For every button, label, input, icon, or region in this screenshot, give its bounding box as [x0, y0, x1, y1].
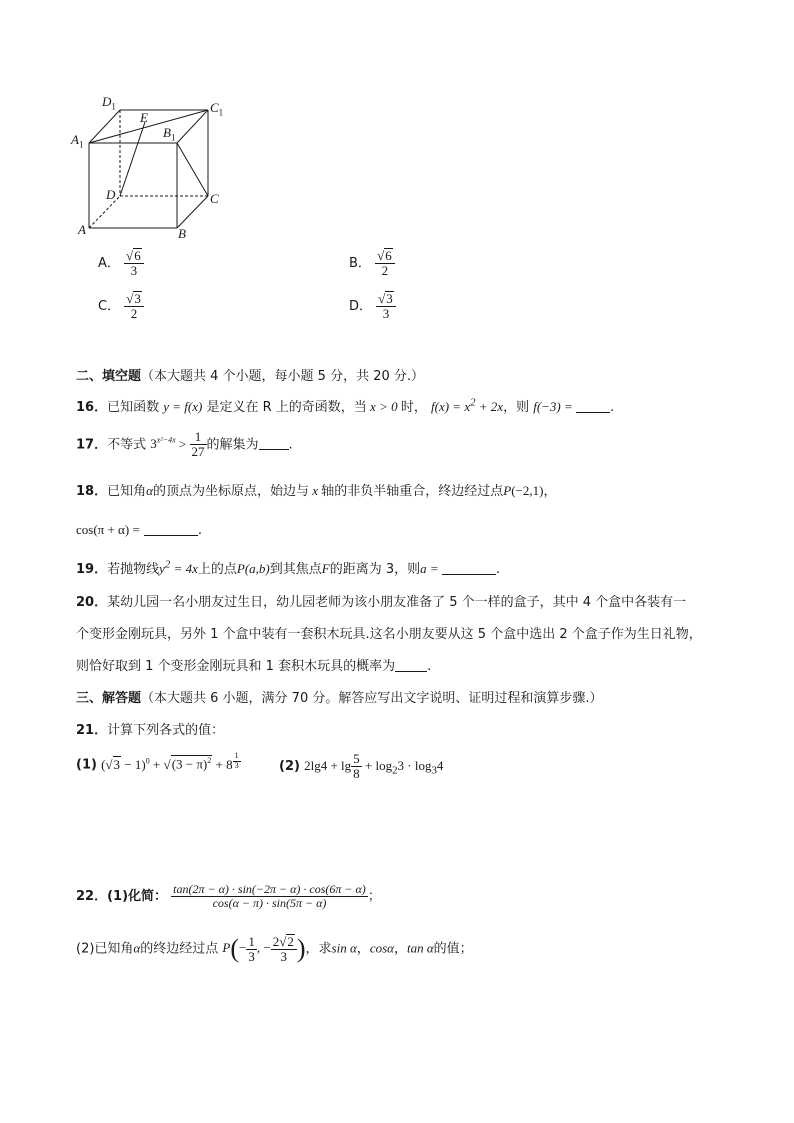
- q16-blank[interactable]: [576, 400, 610, 413]
- q22-p2-text-b: 的终边经过点: [140, 941, 219, 957]
- question-22: [76, 883, 381, 910]
- q16-ask: f(−3) =: [533, 399, 577, 414]
- choice-a-value: $\frac{√6}{3}$: [124, 248, 144, 279]
- q21-p2-expr: 2lg4 + lg $\frac{5}{8}$ + $\log_23 \cdot \log_34$: [304, 751, 444, 782]
- q17-fraction: $\frac{1}{27}$: [191, 429, 205, 460]
- label-d1: $D_1$: [102, 94, 116, 112]
- q22-tan: tan α: [406, 940, 434, 956]
- q16-fx-def: y = f(x): [163, 399, 203, 414]
- q22-p2-text-a: (2)已知角: [76, 941, 134, 957]
- q21-p1-expr: $(√3 - 1)^0 + √(3 - \pi)^2 + 8$ $^{\frac{1}{3}}$: [101, 751, 239, 772]
- q22-cos: cosα: [369, 940, 394, 956]
- cube-figure: [70, 92, 230, 247]
- q19-text-5: .: [495, 562, 501, 577]
- q18-point: P(−2,1): [503, 483, 544, 498]
- label-b: B: [178, 226, 186, 241]
- q21-part1: [76, 752, 241, 773]
- q17-blank[interactable]: [259, 437, 289, 450]
- question-18: [76, 480, 556, 499]
- question-19: [76, 558, 500, 577]
- section2-title: 二、填空题: [76, 369, 142, 384]
- q18-text-2: 的顶点为坐标原点，始边与: [152, 484, 309, 499]
- q17-text-1: 不等式: [107, 437, 147, 453]
- question-20-line2: [76, 623, 702, 642]
- label-a: A: [78, 222, 86, 237]
- q22-semicolon: ；: [367, 889, 381, 905]
- q16-text-2: 是定义在 R 上的奇函数，当: [206, 400, 367, 415]
- q20-line-1: 某幼儿园一名小朋友过生日，幼儿园老师为该小朋友准备了 5 个一样的盒子，其中 4 个盒中各装有一: [107, 595, 687, 610]
- q22-fraction: $\frac{\tan(2\pi - \alpha) \cdot \sin(-2\pi - \alpha) \cdot \cos(6\pi - \alpha)}{\cos(\alpha - \pi) \cdot \sin(5\pi - \alpha)}$: [173, 882, 366, 911]
- label-b1: $B_1$: [163, 125, 176, 143]
- q20-line-2: 个变形金刚玩具，另外 1 个盒中装有一套积木玩具.这名小朋友要从这 5 个盒中选出 2 个盒子作为生日礼物，: [76, 627, 702, 642]
- q22-alpha: α: [133, 940, 141, 956]
- q22-p2-text-e: ，: [393, 941, 407, 957]
- q21-number: 21．: [76, 723, 108, 738]
- q19-text-1: 若抛物线: [107, 562, 160, 577]
- q19-focus: F: [321, 561, 330, 576]
- question-18-line2: [76, 522, 202, 538]
- question-22-part2: [76, 934, 473, 965]
- q16-text-5: .: [610, 400, 615, 415]
- question-21: [76, 719, 224, 738]
- q16-number: 16．: [76, 400, 108, 415]
- choice-d-value: $\frac{√3}{3}$: [376, 291, 396, 322]
- q19-parabola: $y^2 = 4x$: [159, 558, 198, 576]
- q16-text-1: 已知函数: [107, 400, 160, 415]
- section2-note: （本大题共 4 个小题，每小题 5 分，共 20 分.）: [141, 369, 425, 384]
- q22-part1-label: (1)化简：: [107, 889, 168, 905]
- q19-ask: a =: [420, 561, 442, 576]
- choice-d-letter: D．: [349, 298, 373, 314]
- q18-text-3: 轴的非负半轴重合，终边经过点: [321, 484, 504, 499]
- choice-c-value: $\frac{√3}{2}$: [124, 291, 144, 322]
- q18-text-1: 已知角: [107, 484, 147, 499]
- q18-x: x: [308, 483, 322, 498]
- section2-heading: [76, 365, 424, 384]
- cube-drawing: [70, 92, 230, 247]
- choice-c-letter: C．: [98, 298, 121, 314]
- q18-expression: cos(π + α) =: [76, 522, 140, 537]
- q18-number: 18．: [76, 484, 108, 499]
- label-c1: $C_1$: [210, 100, 224, 118]
- choice-d[interactable]: [349, 291, 396, 322]
- q19-number: 19．: [76, 562, 108, 577]
- q22-p2-text-f: 的值；: [433, 941, 473, 957]
- section3-heading: [76, 687, 603, 706]
- label-e: E: [140, 110, 148, 125]
- q16-text-3: 时，: [400, 400, 427, 415]
- question-17: [76, 430, 293, 460]
- question-16: [76, 396, 614, 415]
- q17-number: 17．: [76, 437, 108, 453]
- q22-p2-text-c: ，求: [305, 941, 332, 957]
- q17-power: $3^{x^2-4x}$: [150, 435, 176, 452]
- section3-note: （本大题共 6 小题，满分 70 分。解答应写出文字说明、证明过程和演算步骤.）: [141, 691, 603, 706]
- q19-blank[interactable]: [442, 562, 496, 575]
- choice-b[interactable]: [349, 248, 395, 279]
- q21-p2-label: (2): [279, 758, 300, 774]
- q20-number: 20．: [76, 595, 108, 610]
- q20-end: .: [427, 659, 432, 674]
- q18-text-4: ，: [543, 484, 557, 499]
- q18-blank[interactable]: [144, 523, 198, 536]
- q18-alpha: α: [146, 483, 153, 498]
- q21-p1-label: (1): [76, 757, 97, 773]
- q17-gt: >: [175, 436, 190, 452]
- q19-text-3: 到其焦点: [269, 562, 322, 577]
- choice-a[interactable]: [98, 248, 144, 279]
- choice-b-letter: B．: [349, 255, 371, 271]
- q18-text-5: .: [197, 523, 203, 538]
- section3-title: 三、解答题: [76, 691, 142, 706]
- label-a1: $A_1$: [71, 132, 84, 150]
- label-c: C: [210, 191, 219, 206]
- question-20-line3: [76, 655, 431, 674]
- q17-text-2: 的解集为: [206, 437, 259, 453]
- label-d: D: [106, 187, 116, 202]
- q21-stem: 计算下列各式的值：: [107, 723, 225, 738]
- q22-point: P(− $\frac{1}{3}$ , − $\frac{2√2}{3}$ ): [222, 933, 306, 965]
- q22-p2-text-d: ，: [356, 941, 370, 957]
- q20-blank[interactable]: [395, 659, 427, 672]
- choice-b-value: $\frac{√6}{2}$: [375, 248, 395, 279]
- choice-a-letter: A．: [98, 255, 120, 271]
- choice-c[interactable]: [98, 291, 144, 322]
- q16-condition: x > 0: [366, 399, 401, 414]
- q19-point: P(a,b): [236, 561, 270, 576]
- q17-text-3: .: [288, 437, 293, 453]
- q16-formula: $f(x) = x^2 + 2x$: [431, 396, 504, 414]
- q22-number: 22．: [76, 889, 108, 905]
- q19-text-2: 上的点: [197, 562, 237, 577]
- q16-text-4: ，则: [503, 400, 530, 415]
- q20-line-3: 则恰好取到 1 个变形金刚玩具和 1 套积木玩具的概率为: [76, 659, 396, 674]
- q22-sin: sin α: [331, 940, 357, 956]
- question-20: [76, 591, 686, 610]
- q19-text-4: 的距离为 3，则: [329, 562, 421, 577]
- q21-part2: [279, 752, 443, 782]
